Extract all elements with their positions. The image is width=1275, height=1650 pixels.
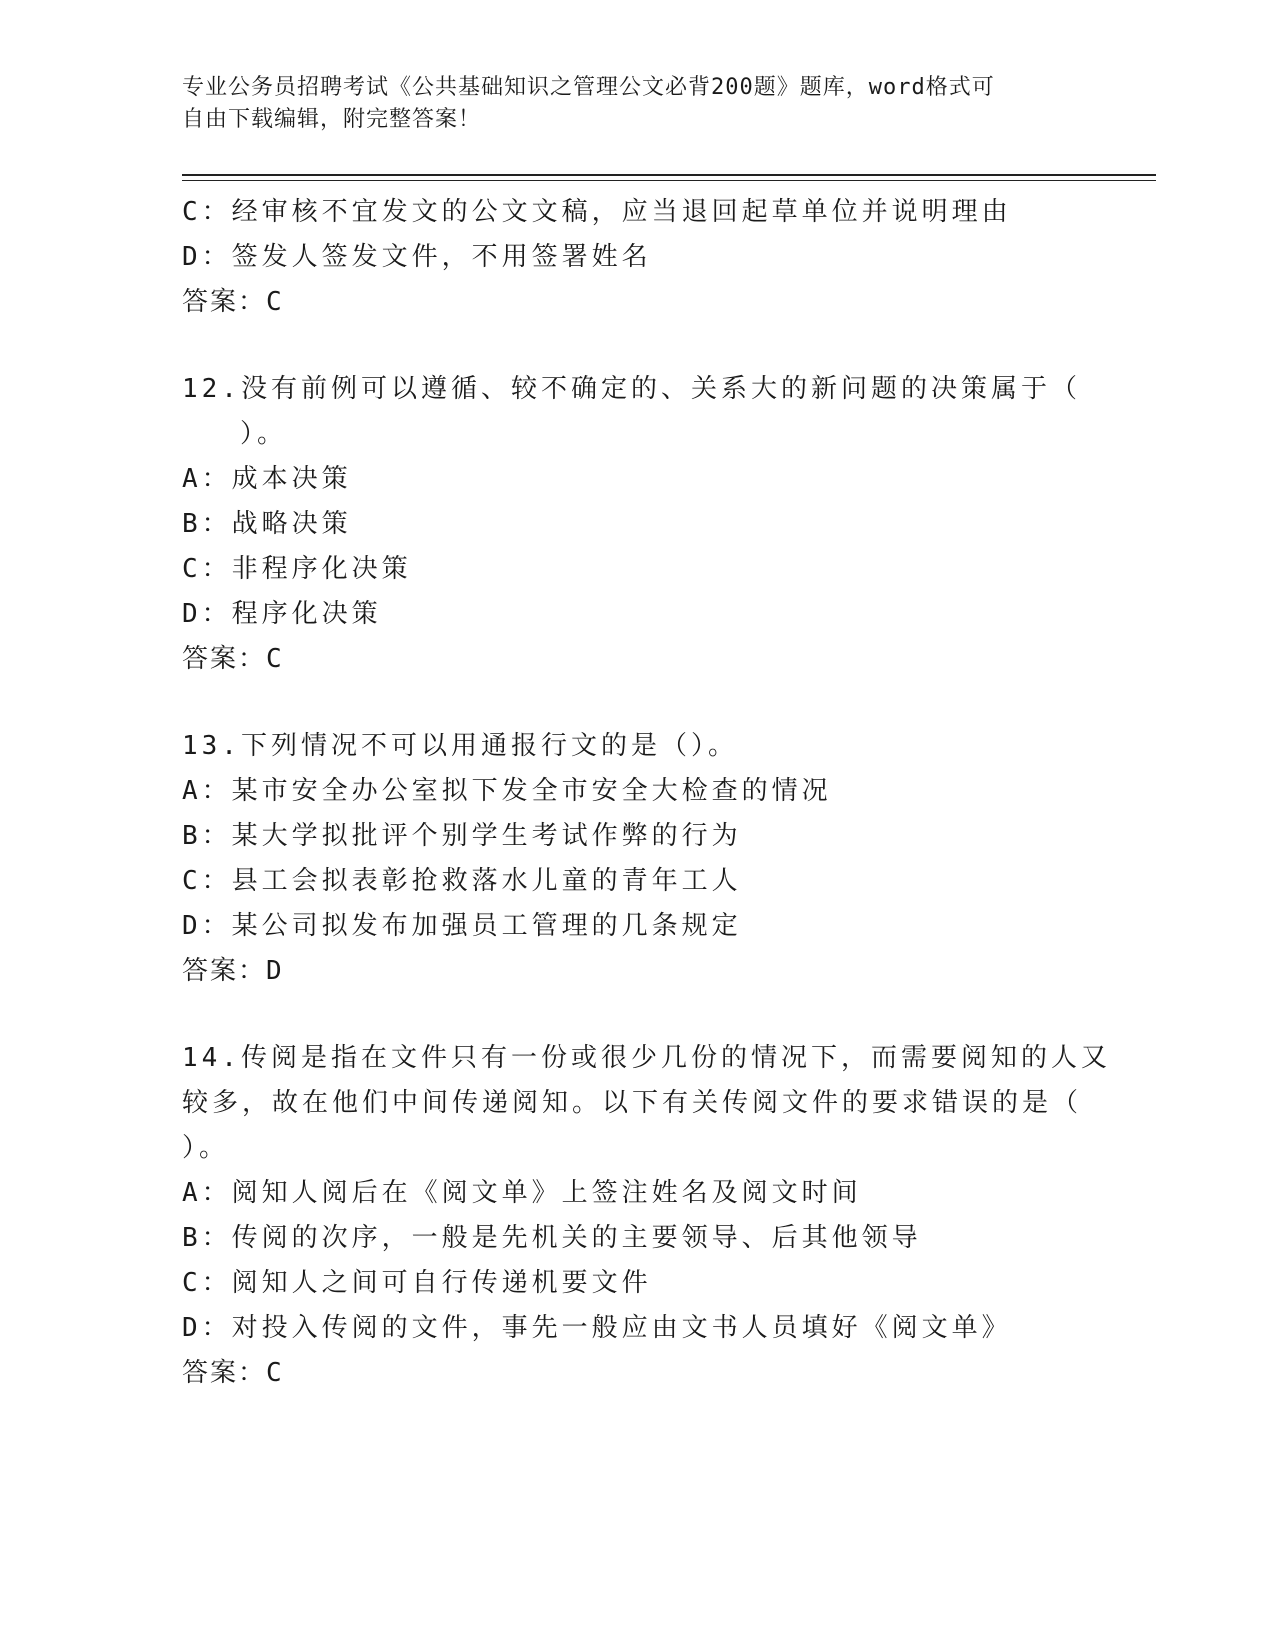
q13-option-c: C：县工会拟表彰抢救落水儿童的青年工人 bbox=[182, 866, 742, 896]
q12-stem-line-2: ）。 bbox=[240, 419, 288, 449]
q14-answer: 答案：C bbox=[182, 1358, 284, 1388]
q14-option-d: D：对投入传阅的文件，事先一般应由文书人员填好《阅文单》 bbox=[182, 1313, 1012, 1343]
document-header bbox=[182, 72, 1062, 136]
q13-option-a: A：某市安全办公室拟下发全市安全大检查的情况 bbox=[182, 776, 832, 806]
q14-stem-line-2: 较多，故在他们中间传递阅知。以下有关传阅文件的要求错误的是（ bbox=[182, 1088, 1083, 1118]
spacer bbox=[182, 994, 1082, 1036]
q13-option-d: D：某公司拟发布加强员工管理的几条规定 bbox=[182, 911, 742, 941]
q11-answer: 答案：C bbox=[182, 287, 284, 317]
q14-option-c: C：阅知人之间可自行传递机要文件 bbox=[182, 1268, 652, 1298]
q12-option-c: C：非程序化决策 bbox=[182, 554, 412, 584]
q13-stem: 13.下列情况不可以用通报行文的是（）。 bbox=[182, 731, 738, 761]
q14-stem-line-1: 14.传阅是指在文件只有一份或很少几份的情况下，而需要阅知的人又 bbox=[182, 1043, 1111, 1073]
question-12 bbox=[182, 367, 1082, 682]
spacer bbox=[182, 682, 1082, 724]
spacer bbox=[182, 325, 1082, 367]
q13-answer: 答案：D bbox=[182, 956, 284, 986]
q12-answer: 答案：C bbox=[182, 644, 284, 674]
header-line-2: 自由下载编辑，附完整答案！ bbox=[182, 107, 482, 132]
q12-option-d: D：程序化决策 bbox=[182, 599, 382, 629]
q13-option-b: B：某大学拟批评个别学生考试作弊的行为 bbox=[182, 821, 742, 851]
header-rule-thin bbox=[182, 180, 1156, 181]
q14-option-b: B：传阅的次序，一般是先机关的主要领导、后其他领导 bbox=[182, 1223, 922, 1253]
q12-stem-line-1: 12.没有前例可以遵循、较不确定的、关系大的新问题的决策属于（ bbox=[182, 374, 1081, 404]
q11-option-d: D：签发人签发文件，不用签署姓名 bbox=[182, 242, 652, 272]
q12-option-b: B：战略决策 bbox=[182, 509, 352, 539]
question-content bbox=[182, 190, 1111, 1396]
q12-option-a: A：成本决策 bbox=[182, 464, 352, 494]
q14-stem-line-3: ）。 bbox=[182, 1133, 230, 1163]
header-rule-thick bbox=[182, 174, 1156, 176]
q14-option-a: A：阅知人阅后在《阅文单》上签注姓名及阅文时间 bbox=[182, 1178, 862, 1208]
q11-option-c: C：经审核不宜发文的公文文稿，应当退回起草单位并说明理由 bbox=[182, 197, 1012, 227]
question-13 bbox=[182, 724, 1082, 994]
question-14 bbox=[182, 1036, 1111, 1396]
question-11 bbox=[182, 190, 1082, 325]
header-line-1: 专业公务员招聘考试《公共基础知识之管理公文必背200题》题库，word格式可 bbox=[182, 75, 995, 100]
